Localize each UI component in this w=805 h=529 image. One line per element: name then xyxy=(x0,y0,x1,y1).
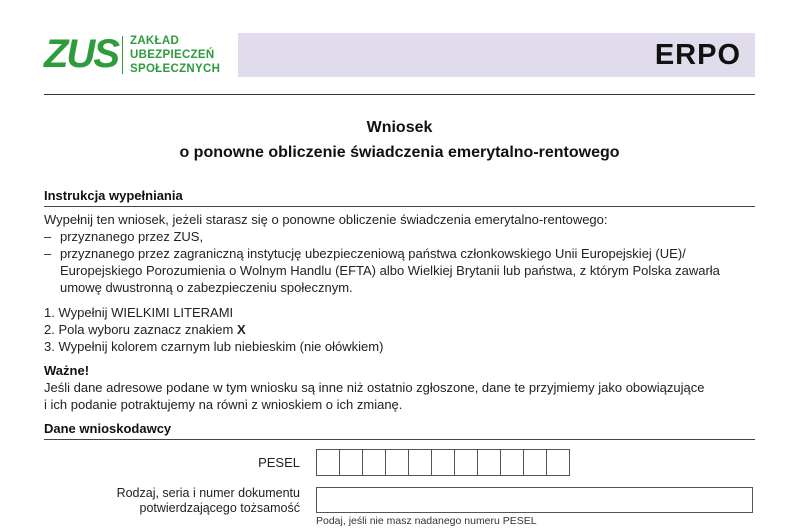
dash-item-continuation: umowę dwustronną o zabezpieczeniu społecznym. xyxy=(60,280,353,295)
pesel-digit-box[interactable] xyxy=(454,449,478,476)
logo-line-1: ZAKŁAD xyxy=(130,35,180,47)
pesel-digit-box[interactable] xyxy=(339,449,363,476)
x-mark: X xyxy=(236,322,246,337)
zus-logo-mark: ZUS xyxy=(44,32,118,76)
form-code: ERPO xyxy=(654,39,741,71)
instruction-step-2 xyxy=(44,321,246,338)
logo-divider xyxy=(122,36,123,74)
pesel-label: PESEL xyxy=(258,455,300,470)
important-note-line-1: Jeśli dane adresowe podane w tym wniosku są inne niż ostatnio zgłoszone, dane te przyjmiemy jako obowiązujące xyxy=(44,380,705,395)
instruction-dash-item xyxy=(44,245,755,262)
dash-bullet: – xyxy=(44,229,52,244)
instruction-dash-item xyxy=(44,228,203,245)
instruction-step-1: 1. Wypełnij WIELKIMI LITERAMI xyxy=(44,305,234,320)
instructions-intro: Wypełnij ten wniosek, jeżeli starasz się o ponowne obliczenie świadczenia emerytalno-rentowego: xyxy=(44,212,608,227)
id-document-field[interactable] xyxy=(316,487,753,513)
pesel-digit-box[interactable] xyxy=(431,449,455,476)
id-document-hint: Podaj, jeśli nie masz nadanego numeru PESEL xyxy=(316,515,537,527)
header-band xyxy=(238,33,755,77)
page-title: Wniosek xyxy=(366,119,433,136)
dash-item-continuation: Europejskiego Porozumienia o Wolnym Handlu (EFTA) albo Wielkiej Brytanii lub państwa, z którym Polska zawarła xyxy=(60,263,720,278)
pesel-digit-box[interactable] xyxy=(362,449,386,476)
id-document-label-line-1: Rodzaj, seria i numer dokumentu xyxy=(116,486,300,500)
pesel-digit-box[interactable] xyxy=(500,449,524,476)
pesel-digit-box[interactable] xyxy=(477,449,501,476)
instructions-heading: Instrukcja wypełniania xyxy=(44,188,755,207)
dash-bullet: – xyxy=(44,246,52,261)
logo-line-3: SPOŁECZNYCH xyxy=(130,63,221,75)
pesel-input[interactable] xyxy=(316,449,569,476)
important-note-line-2: i ich podanie potraktujemy na równi z wnioskiem o ich zmianę. xyxy=(44,397,403,412)
pesel-digit-box[interactable] xyxy=(385,449,409,476)
id-document-label-line-2: potwierdzającego tożsamość xyxy=(139,501,300,515)
pesel-digit-box[interactable] xyxy=(316,449,340,476)
id-document-label xyxy=(117,486,300,516)
zus-logo xyxy=(44,34,234,78)
step-2-text: 2. Pola wyboru zaznacz znakiem xyxy=(44,322,237,337)
instruction-step-3: 3. Wypełnij kolorem czarnym lub niebieskim (nie ołówkiem) xyxy=(44,339,384,354)
page-subtitle: o ponowne obliczenie świadczenia emerytalno-rentowego xyxy=(179,144,620,161)
logo-line-2: UBEZPIECZEŃ xyxy=(130,49,215,61)
important-label: Ważne! xyxy=(44,363,90,378)
pesel-digit-box[interactable] xyxy=(523,449,547,476)
dash-item-text: przyznanego przez ZUS, xyxy=(60,229,204,244)
pesel-digit-box[interactable] xyxy=(546,449,570,476)
logo-text xyxy=(130,34,220,76)
header-divider xyxy=(44,94,755,95)
applicant-heading: Dane wnioskodawcy xyxy=(44,421,755,440)
pesel-digit-box[interactable] xyxy=(408,449,432,476)
dash-item-text: przyznanego przez zagraniczną instytucję ubezpieczeniową państwa członkowskiego Unii Europejskiej (UE)/ xyxy=(60,246,686,261)
